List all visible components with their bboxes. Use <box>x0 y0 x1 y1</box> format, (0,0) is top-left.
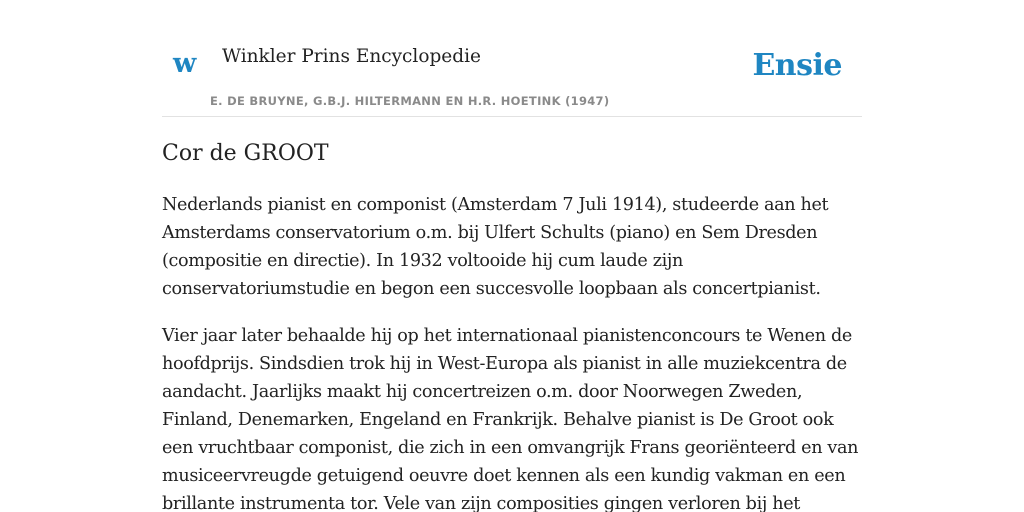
publication-title[interactable]: Winkler Prins Encyclopedie <box>222 46 481 67</box>
ensie-logo[interactable]: Ensie <box>752 48 842 83</box>
article <box>162 140 862 512</box>
publication-logo-icon[interactable]: w <box>173 48 197 79</box>
article-paragraph: Nederlands pianist en componist (Amsterdam 7 Juli 1914), studeerde aan het Amsterdams conservatorium o.m. bij Ulfert Schults (piano) en Sem Dresden (compositie en directie). In 1932 voltooide hij cum laude zijn conservatoriumstudie en begon een succesvolle loopbaan als concertpianist. <box>162 194 829 299</box>
site-header <box>162 0 862 117</box>
article-paragraph: Vier jaar later behaalde hij op het internationaal pianistenconcours te Wenen de hoofdprijs. Sindsdien trok hij in West-Europa als pianist in alle muziekcentra de aandacht. Jaarlijks maakt hij concertreizen o.m. door Noorwegen Zweden, Finland, Denemarken, Engeland en Frankrijk. Behalve pianist is De Groot ook een vruchtbaar componist, die zich in een omvangrijk Frans georiënteerd en van musiceervreugde getuigend oeuvre doet kennen als een kundig vakman en een brillante instrumenta tor. Vele van zijn composities gingen verloren bij het <box>162 325 859 512</box>
publication-authors: E. DE BRUYNE, G.B.J. HILTERMANN EN H.R. HOETINK (1947) <box>210 94 610 108</box>
article-title: Cor de GROOT <box>162 141 329 166</box>
